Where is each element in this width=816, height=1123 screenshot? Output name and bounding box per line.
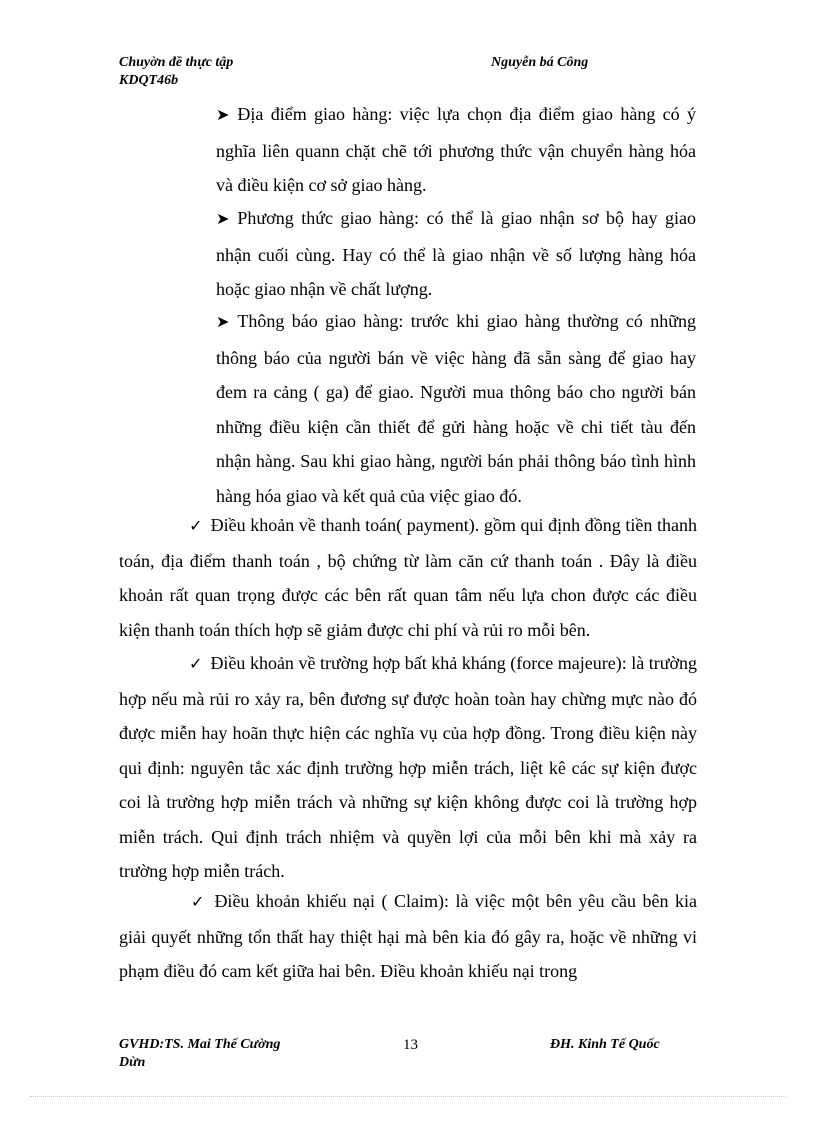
arrowhead-bullet-icon: ➤ [216, 107, 230, 124]
page-number: 13 [403, 1037, 418, 1053]
footer-supervisor-suffix: Dừn [119, 1055, 146, 1070]
paragraph-text: Điều khoản về trường hợp bất khả kháng (force majeure): là trường hợp nếu mà rủi ro xảy ra, bên đương sự được hoàn toàn hay chừng mực nào đó được miễn hay hoãn thực hiện các nghĩa vụ của hợp đồng. Trong điều kiện này qui định: nguyên tắc xác định trường hợp miễn trách, liệt kê các sự kiện được coi là trường hợp miễn trách và những sự kiện không được coi là trường hợp miễn trách. Qui định trách nhiệm và quyền lợi của mỗi bên khi mà xảy ra trường hợp miễn trách. [119, 653, 698, 881]
paragraph-text: Điều khoản về thanh toán( payment). gồm qui định đồng tiền thanh toán, địa điểm thanh toán , bộ chứng từ làm căn cứ thanh toán . Đây là điều khoản rất quan trọng được các bên rất quan tâm nếu lựa chon được các điều kiện thanh toán thích hợp sẽ giảm được chi phí và rủi ro mỗi bên. [119, 515, 698, 640]
bullet-item [216, 201, 696, 307]
bullet-text: Địa điểm giao hàng: việc lựa chọn địa điểm giao hàng có ý nghĩa liên quann chặt chẽ tới phương thức vận chuyển hàng hóa và điều kiện cơ sở giao hàng. [216, 104, 696, 195]
paragraph-force-majeure [119, 646, 697, 889]
checkmark-icon: ✓ [189, 516, 203, 535]
page-bottom-divider [30, 1096, 786, 1097]
paragraph-payment [119, 508, 697, 647]
header-left [119, 54, 233, 90]
header-class: KDQT46b [119, 73, 179, 88]
checkmark-icon: ✓ [189, 892, 207, 911]
footer-supervisor-name: GVHD:TS. Mai Thế Cường [119, 1037, 281, 1052]
footer-university: ĐH. Kinh Tế Quốc [550, 1037, 660, 1052]
bullet-text: Thông báo giao hàng: trước khi giao hàng thường có những thông báo của người bán về việc hàng đã sẵn sàng để giao hay đem ra cảng ( ga) để giao. Người mua thông báo cho người bán những điều kiện cần thiết để gửi hàng hoặc về chi tiết tàu đến nhận hàng. Sau khi giao hàng, người bán phải thông báo tình hình hàng hóa giao và kết quả của việc giao đó. [216, 311, 696, 506]
header-title: Chuyờn đề thực tập [119, 55, 234, 70]
arrowhead-bullet-icon: ➤ [216, 314, 230, 331]
checkmark-icon: ✓ [189, 654, 203, 673]
header-author: Nguyễn bá Công [491, 55, 589, 70]
arrowhead-bullet-icon: ➤ [216, 211, 230, 228]
paragraph-text: Điều khoản khiếu nại ( Claim): là việc một bên yêu cầu bên kia giải quyết những tổn thất hay thiệt hại mà bên kia đó gây ra, hoặc về những vi phạm điều đó cam kết giữa hai bên. Điều khoản khiếu nại trong [119, 891, 697, 981]
footer-supervisor [119, 1036, 280, 1072]
bullet-item [216, 97, 696, 203]
bullet-text: Phương thức giao hàng: có thể là giao nhận sơ bộ hay giao nhận cuối cùng. Hay có thể là giao nhận về số lượng hàng hóa hoặc giao nhận về chất lượng. [216, 208, 696, 299]
bullet-item [216, 304, 696, 513]
paragraph-claim [119, 884, 697, 989]
